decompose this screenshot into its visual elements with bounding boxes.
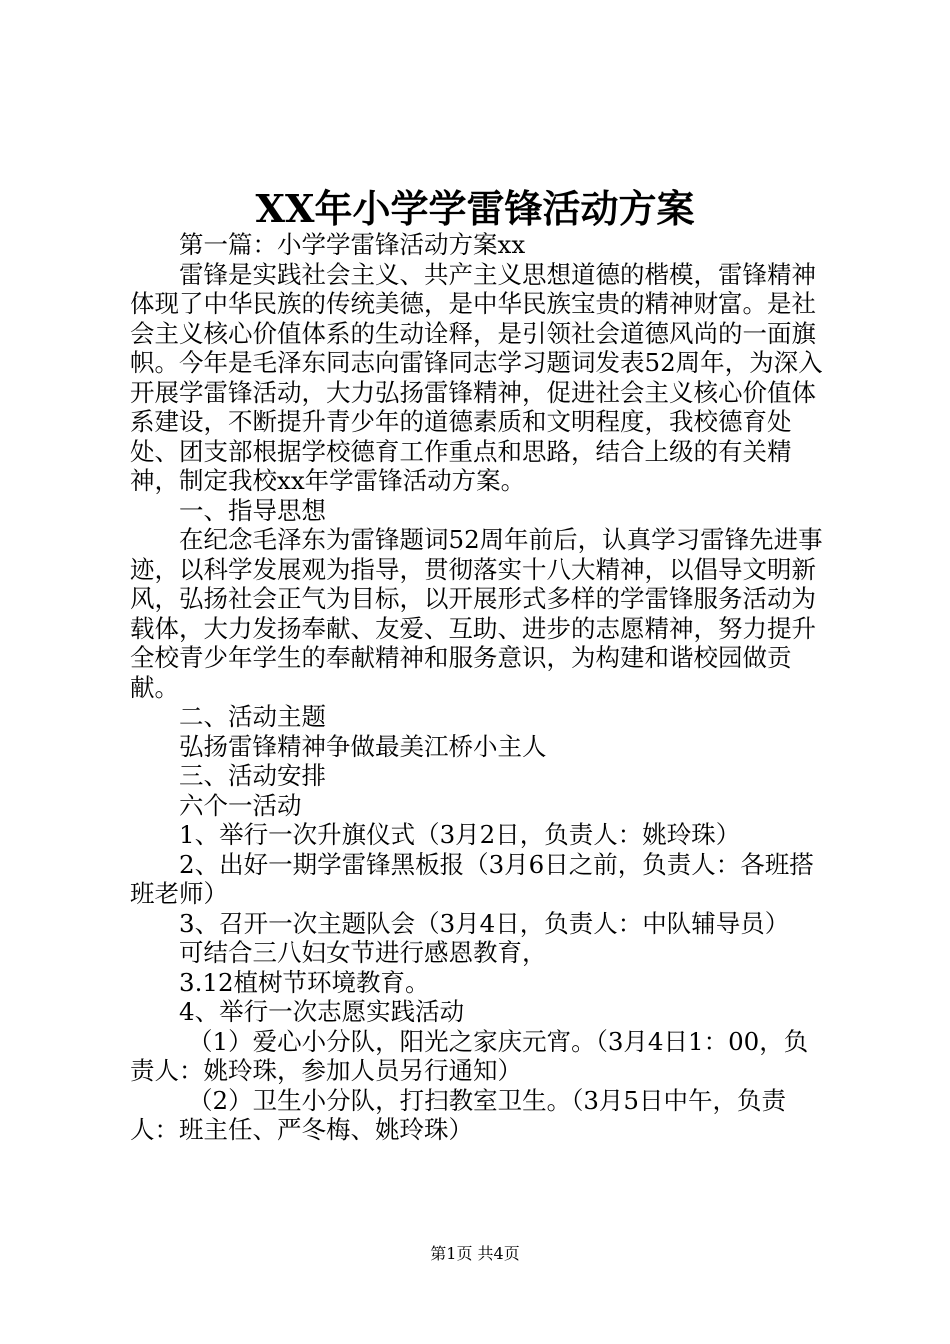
paragraph: 3.12植树节环境教育。 (179, 967, 430, 997)
page-number: 第1页 共4页 (430, 1244, 520, 1263)
list-item: 2、出好一期学雷锋黑板报（3月6日之前，负责人：各班搭班老师） (130, 849, 814, 908)
paragraph: 弘扬雷锋精神争做最美江桥小主人 (179, 731, 547, 761)
section-heading: 第一篇：小学学雷锋活动方案xx (179, 230, 526, 259)
sub-list-item: （1）爱心小分队，阳光之家庆元宵。（3月4日1：00，负责人：姚玲珠，参加人员另行通知） (130, 1026, 809, 1085)
paragraph: 六个一活动 (179, 790, 302, 820)
section-heading: 二、活动主题 (179, 702, 326, 731)
list-item: 3、召开一次主题队会（3月4日，负责人：中队辅导员） (179, 908, 790, 938)
document-title: XX年小学学雷锋活动方案 (255, 186, 695, 231)
sub-list-item: （2）卫生小分队，打扫教室卫生。（3月5日中午，负责人：班主任、严冬梅、姚玲珠） (130, 1085, 787, 1144)
paragraph: 可结合三八妇女节进行感恩教育， (179, 938, 547, 967)
paragraph: 雷锋是实践社会主义、共产主义思想道德的楷模，雷锋精神体现了中华民族的传统美德，是中华民族宝贵的精神财富。是社会主义核心价值体系的生动诠释，是引领社会道德风尚的一面旗帜。今年是毛泽东同志向雷锋同志学习题词发表52周年，为深入开展学雷锋活动，大力弘扬雷锋精神，促进社会主义核心价值体系建设，不断提升青少年的道德素质和文明程度，我校德育处处、团支部根据学校德育工作重点和思路，结合上级的有关精神，制定我校xx年学雷锋活动方案。 (130, 259, 823, 495)
list-item: 1、举行一次升旗仪式（3月2日，负责人：姚玲珠） (179, 820, 741, 849)
section-heading: 一、指导思想 (179, 495, 326, 525)
list-item: 4、举行一次志愿实践活动 (179, 997, 465, 1026)
paragraph: 在纪念毛泽东为雷锋题词52周年前后，认真学习雷锋先进事迹，以科学发展观为指导，贯彻落实十八大精神，以倡导文明新风，弘扬社会正气为目标，以开展形式多样的学雷锋服务活动为载体，大力发扬奉献、友爱、互助、进步的志愿精神，努力提升全校青少年学生的奉献精神和服务意识，为构建和谐校园做贡献。 (130, 525, 823, 702)
section-heading: 三、活动安排 (179, 761, 326, 790)
document-body (130, 230, 830, 1145)
